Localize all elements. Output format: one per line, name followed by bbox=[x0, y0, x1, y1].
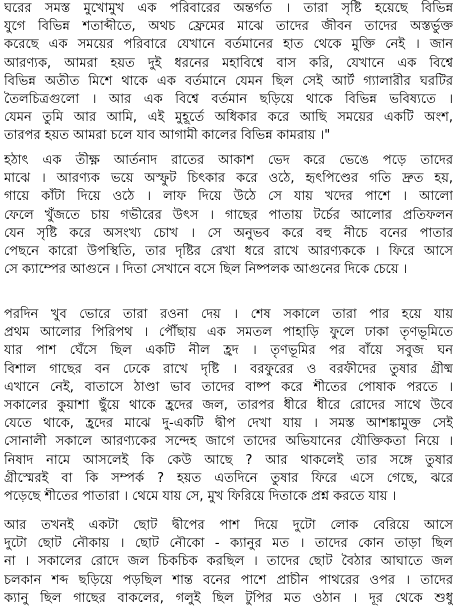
text-line: না । সকালের রোদে জল চিকচিক করছিল । তাদের ছোট বৈঠার আঘাতে জল bbox=[4, 554, 453, 570]
paragraph-3 bbox=[4, 306, 453, 506]
text-line: সে ক্যাম্পের আগুনে । দিতা সেখানে বসে ছিল নিষ্পলক আগুনের দিকে চেয়ে । bbox=[4, 262, 408, 278]
text-line: ঘরের সমস্ত মুখোমুখ এক পরিবারের অন্তর্গত । তারা সৃষ্টি হয়েছে বিভিন্ন bbox=[4, 1, 453, 16]
text-line: এখানে নেই, বাতাসে ঠাণ্ডা ভাব তাদের বাষ্প করে শীতের পোষাক পরতে । bbox=[4, 379, 453, 395]
paragraph-2 bbox=[4, 152, 453, 279]
text-line: নিষাদ নামে আসলেই কি কেউ আছে ? আর থাকলেই তার সঙ্গে তুষার bbox=[4, 452, 453, 468]
text-line: পড়েছে শীতের পাতারা । থেমে যায় সে, মুখ ফিরিয়ে দিতাকে প্রশ্ন করতে যায় । bbox=[4, 488, 397, 504]
text-line: যেতে থাকে, হ্রদের মাঝে দু-একটি দ্বীপ দেখা যায় । সমস্ত আশঙ্কামুক্ত সেই bbox=[4, 416, 453, 432]
text-line: যেমন তুমি আর আমি, এই মুহূর্তে অধিকার করে আছি সময়ের একটি অংশ, bbox=[4, 110, 453, 126]
text-line: গ্রীস্মেরই বা কি সম্পর্ক ? হয়ত এতদিনে তুষার ফিরে এসে গেছে, ঝরে bbox=[4, 470, 453, 486]
text-line: হঠাৎ এক তীক্ষ্ণ আর্তনাদ রাতের আকাশ ভেদ করে ভেঙে পড়ে তাদের bbox=[4, 153, 453, 168]
text-line: তৈলচিত্রগুলো । আর এক বিশ্বে বর্তমান ছড়িয়ে থাকে বিভিন্ন ভবিষ্যতে । bbox=[4, 91, 453, 107]
text-line: আর তখনই একটা ছোট দ্বীপের পাশ দিয়ে দুটো লোক বেরিয়ে আসে bbox=[4, 518, 453, 533]
text-line: পরদিন খুব ভোরে তারা রওনা দেয় । শেষ সকালে তারা পার হয়ে যায় bbox=[4, 307, 453, 322]
paragraph-1 bbox=[4, 0, 453, 146]
text-line: যার পাশ ঘেঁসে ছিল একটি নীল হ্রদ । তৃণভূমির পর বাঁয়ে সবুজ ঘন bbox=[4, 343, 453, 359]
text-line: আরণ্যক, আমরা হয়ত দুই ধরনের মহাবিশ্বে বাস করি, যেখানে এক বিশ্বে bbox=[4, 55, 453, 71]
text-line: তারপর হয়ত আমরা চলে যাব আগামী কালের বিভিন্ন কামরায় ।" bbox=[4, 128, 331, 144]
text-line: করেছে এক সময়ের পরিবারে যেখানে বর্তমানের হাত থেকে মুক্তি নেই । জান bbox=[4, 37, 453, 53]
text-line: যেন সৃষ্টি করে অসংখ্য চোখ । সে অনুভব করে বহু নীচে বনের পাতার bbox=[4, 225, 453, 241]
text-line: প্রথম আলোর পিরিপথ । পৌঁছায় এক সমতল পাহাড়ি ফুলে ঢাকা তৃণভূমিতে bbox=[4, 325, 453, 341]
text-line: সকালের কুয়াশা ছুঁয়ে থাকে হ্রদের জল, তারপর ধীরে ধীরে রোদের সাথে উবে bbox=[4, 397, 453, 413]
text-line: ফেলে খুঁজতে চায় গভীরের উৎস । গাছের পাতায় টর্চের আলোর প্রতিফলন bbox=[4, 207, 453, 223]
text-line: চলকান শব্দ ছড়িয়ে পড়ছিল শান্ত বনের পাশে প্রাচীন পাথরের ওপর । তাদের bbox=[4, 572, 453, 588]
text-line: যুগে বিভিন্ন শতাব্দীতে, অথচ ফ্রেমের মাঝে তাদের জীবন তাদের অস্তর্ভুক্ত bbox=[4, 19, 453, 35]
text-line: মাঝে । আরণ্যক ভয়ে অস্ফুট চিৎকার করে ওঠে, হৃৎপিণ্ডের গতি দ্রুত হয়, bbox=[4, 171, 453, 187]
text-line: বিশাল গাছের বন ঢেকে রাখে দৃষ্টি । বরফুরের ও বরফীদের তুষার গ্রীষ্ম bbox=[4, 361, 453, 377]
text-line: বিভিন্ন অতীত মিশে থাকে এক বর্তমানে যেমন ছিল সেই আর্ট গ্যালারীর ঘরটির bbox=[4, 73, 453, 89]
text-line: সোনালী সকালে আরণ্যকের সন্দেহ জাগে তাদের অভিযানের যৌক্তিকতা নিয়ে । bbox=[4, 434, 453, 450]
text-line: পেছনে কারো উপস্থিতি, তার দৃষ্টির রেখা ধরে রাখে আরণ্যককে । ফিরে আসে bbox=[4, 243, 453, 259]
text-line: গায়ে কাঁটা দিয়ে ওঠে । লাফ দিয়ে উঠে সে যায় খদের পাশে । আলো bbox=[4, 189, 453, 205]
text-line: দুটো ছোট নৌকায় । ছোট নৌকো - ক্যানুর মত । তাদের কোন তাড়া ছিল bbox=[4, 536, 453, 552]
text-line: ক্যানু ছিল গাছের বাকলের, গলুই ছিল টুপির মত ওঠান । দূর থেকে শুধু bbox=[4, 590, 453, 606]
paragraph-4 bbox=[4, 517, 453, 608]
